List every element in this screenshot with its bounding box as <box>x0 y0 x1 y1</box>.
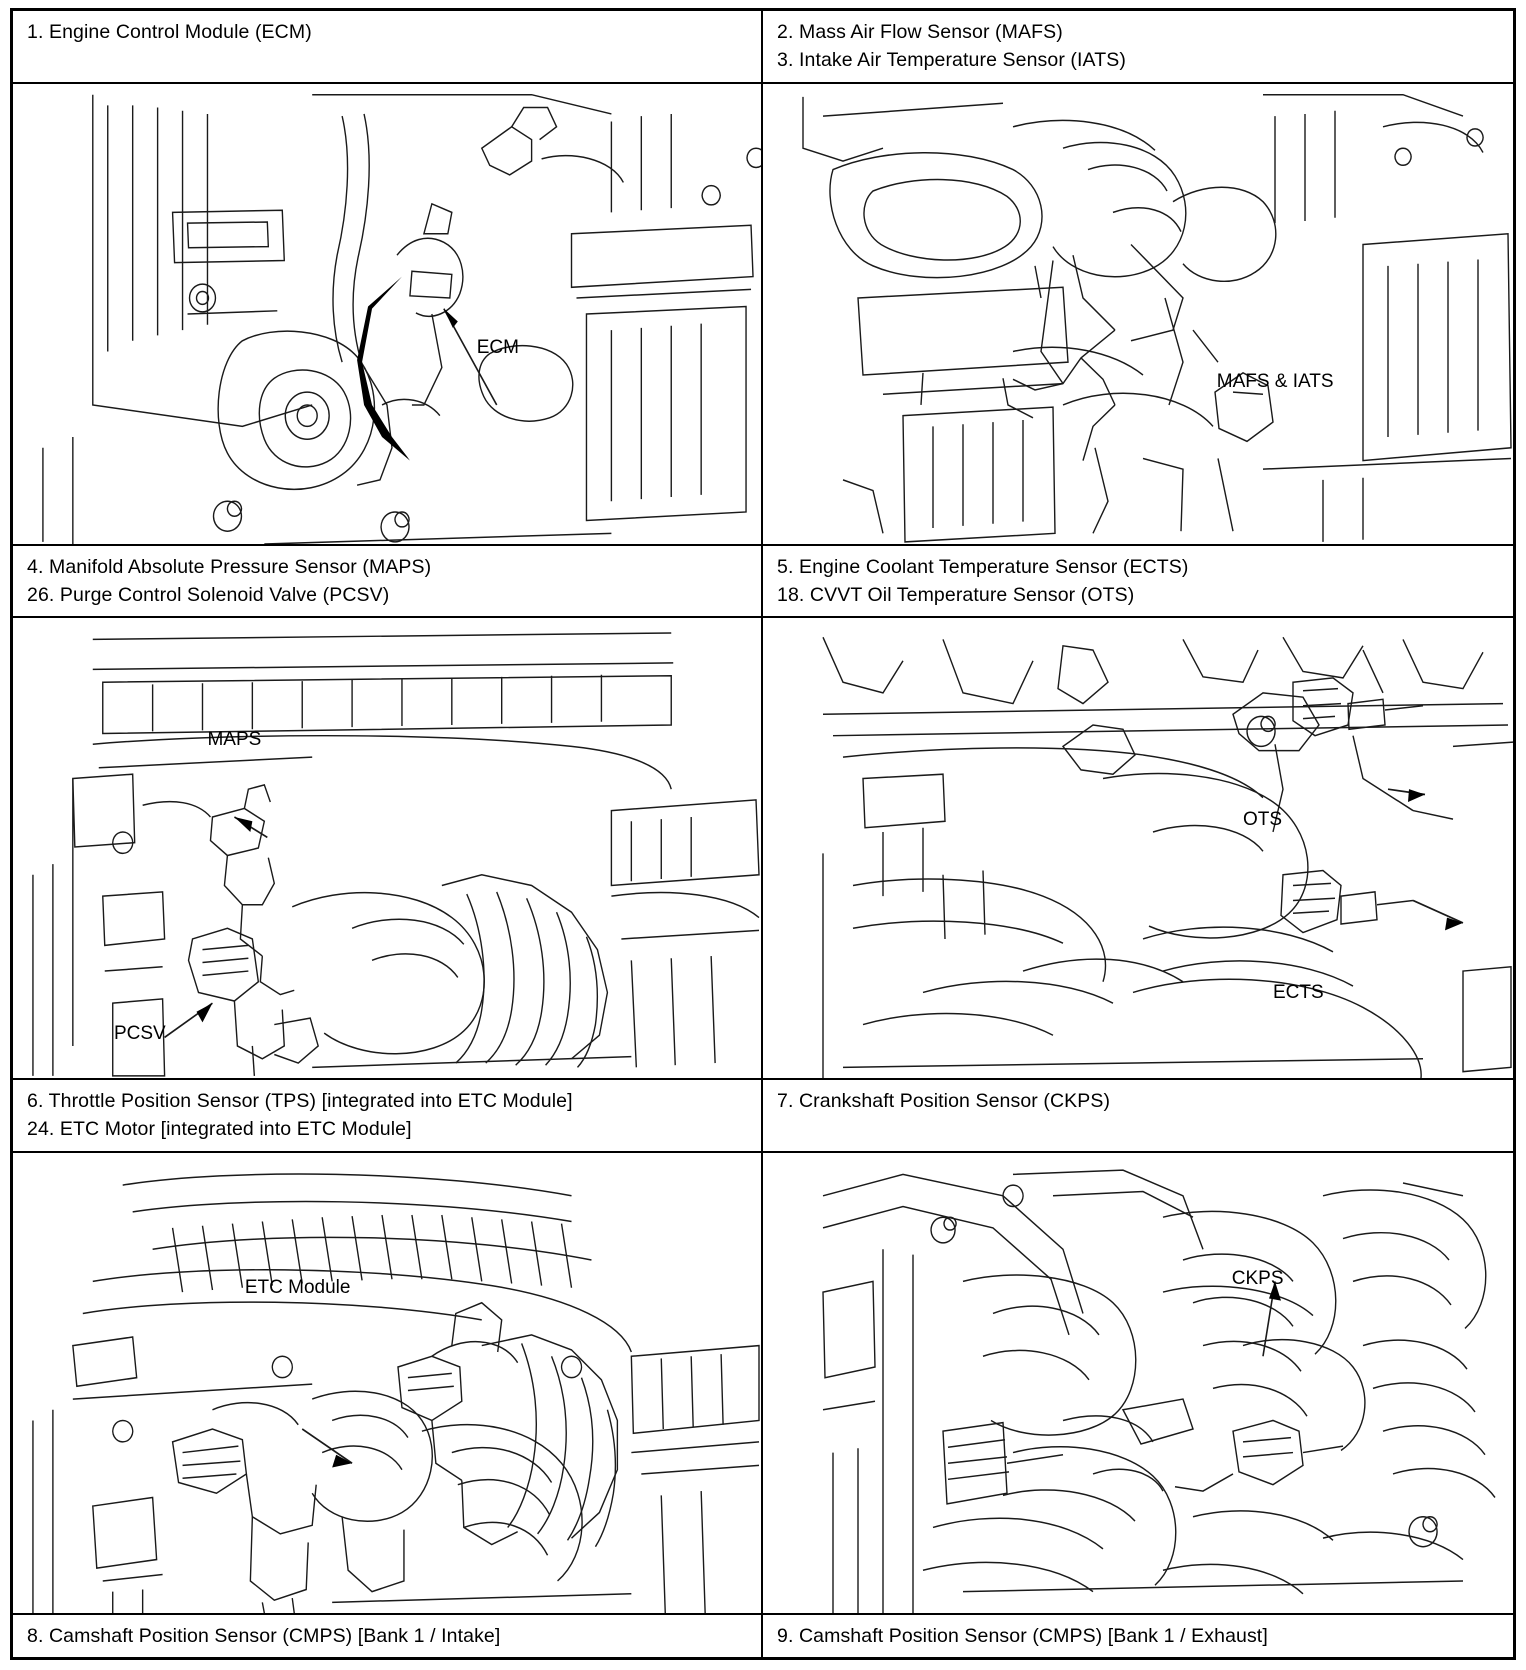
figure-label-ecm: ECM <box>476 336 519 358</box>
caption-cell-4-right <box>763 1615 1513 1657</box>
caption-line: 3. Intake Air Temperature Sensor (IATS) <box>777 49 1126 72</box>
ots-ects-line-drawing <box>763 618 1513 1078</box>
etc-module-line-drawing <box>13 1153 761 1613</box>
image-row-2 <box>13 618 1513 1080</box>
caption-row-4 <box>13 1615 1513 1657</box>
ecm-line-drawing <box>13 84 761 544</box>
caption-cell-1-right <box>763 11 1513 82</box>
figure-ckps <box>763 1153 1513 1613</box>
figure-ecm <box>13 84 763 544</box>
caption-cell-2-left <box>13 546 763 617</box>
figure-maps-pcsv <box>13 618 763 1078</box>
figure-label-ects: ECTS <box>1273 981 1324 1003</box>
caption-line: 2. Mass Air Flow Sensor (MAFS) <box>777 21 1063 43</box>
caption-line: 5. Engine Coolant Temperature Sensor (ECTS) <box>777 555 1189 578</box>
figure-label-etc-module: ETC Module <box>244 1276 351 1298</box>
caption-row-1 <box>13 11 1513 84</box>
maps-pcsv-line-drawing <box>13 618 761 1078</box>
caption-line: 18. CVVT Oil Temperature Sensor (OTS) <box>777 583 1135 606</box>
caption-cell-3-left <box>13 1080 763 1151</box>
figure-label-ckps: CKPS <box>1231 1267 1284 1289</box>
caption-line: 1. Engine Control Module (ECM) <box>27 21 312 43</box>
caption-cell-3-right <box>763 1080 1513 1151</box>
caption-cell-1-left <box>13 11 763 82</box>
component-location-table <box>10 8 1516 1660</box>
figure-label-ots: OTS <box>1243 809 1283 831</box>
caption-line: 8. Camshaft Position Sensor (CMPS) [Bank 1 / Intake] <box>27 1624 501 1647</box>
caption-line: 7. Crankshaft Position Sensor (CKPS) <box>777 1090 1111 1113</box>
caption-line: 4. Manifold Absolute Pressure Sensor (MAPS) <box>27 555 432 578</box>
caption-row-3 <box>13 1080 1513 1153</box>
caption-cell-2-right <box>763 546 1513 617</box>
mafs-iats-line-drawing <box>763 84 1513 544</box>
caption-line: 9. Camshaft Position Sensor (CMPS) [Bank 1 / Exhaust] <box>777 1624 1268 1647</box>
figure-ots-ects <box>763 618 1513 1078</box>
caption-line: 6. Throttle Position Sensor (TPS) [integrated into ETC Module] <box>27 1090 573 1113</box>
figure-mafs-iats <box>763 84 1513 544</box>
caption-line: 26. Purge Control Solenoid Valve (PCSV) <box>27 583 390 606</box>
figure-label-maps: MAPS <box>207 728 262 750</box>
figure-label-pcsv: PCSV <box>113 1022 166 1044</box>
caption-row-2 <box>13 546 1513 619</box>
caption-line: 24. ETC Motor [integrated into ETC Module] <box>27 1118 412 1141</box>
caption-cell-4-left <box>13 1615 763 1657</box>
image-row-3 <box>13 1153 1513 1615</box>
figure-etc-module <box>13 1153 763 1613</box>
ckps-line-drawing <box>763 1153 1513 1613</box>
image-row-1 <box>13 84 1513 546</box>
figure-label-mafs-iats: MAFS & IATS <box>1216 371 1334 393</box>
